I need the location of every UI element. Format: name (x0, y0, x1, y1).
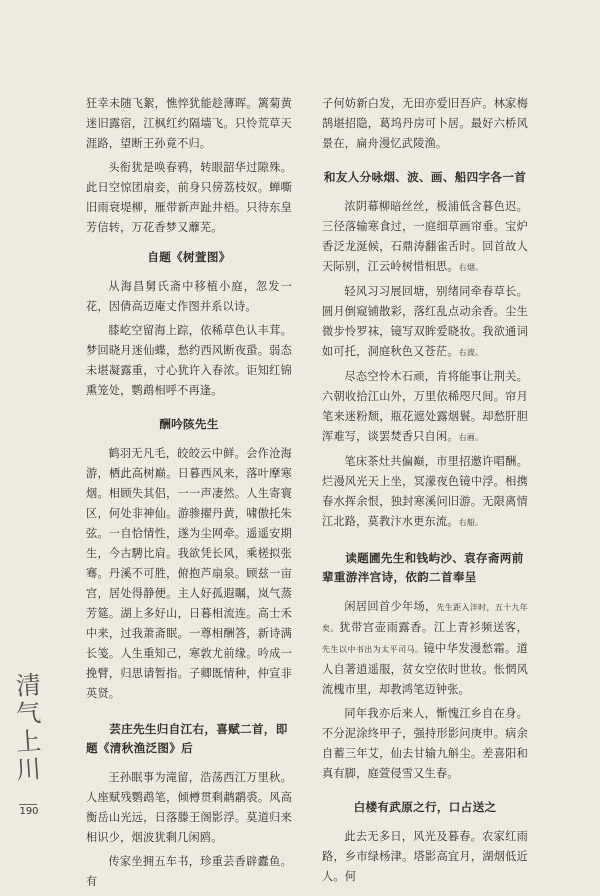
poem-text (322, 452, 528, 533)
seal-char: 清 (15, 670, 43, 701)
poem-note: 先生以中书出为太平司马。 (322, 645, 424, 654)
poem-text (322, 367, 528, 448)
left-column (86, 94, 292, 896)
poem-note: 右波。 (458, 348, 484, 357)
seal-char: 上 (15, 726, 43, 757)
poem-text: 狂幸未随飞絮，憔悴犹能趁薄晖。篱菊黄迷旧露宿，江枫红约隔墙飞。只怜荒草天涯路，望断王孙竟不归。 (86, 97, 292, 150)
poem-note: 右船。 (458, 518, 484, 527)
seal-char: 气 (15, 698, 43, 729)
page-number-rule (19, 804, 37, 805)
poem-preface: 从海昌舅氏斋中移植小庭，忽发一花，因倩高迈庵丈作图并系以诗。 (86, 280, 292, 313)
poem-line: 犹带宫壶雨露香。江上青衫频送客， (339, 621, 529, 634)
poem-text: 此去无多日，风光及暮春。农家红雨路，乡市绿杨津。塔影高宜月，湖烟低近人。何 (322, 830, 528, 883)
poem-title: 读题圃先生和钱屿沙、袁存斋两前辈重游泮宫诗，依韵二首奉呈 (322, 551, 524, 584)
poem-note: 先生距入泮时，五十九年矣。 (322, 603, 528, 633)
right-column (322, 94, 528, 891)
page-number: 190 (19, 806, 39, 817)
poem-line: 轻风习习展回塘，别绪同牵春草长。圆月倒窥铺散彩，落红乱点动余香。尘生微步怜罗袜，镜写双眸爱晓妆。我欲通词如可托，洞庭秋色又苍茫。 (322, 285, 528, 358)
poem-line: 镜中华发漫愁霜。道人自著逍遥服，贫女空依时世妆。怅惘风流槐市里，却教鸿笔迈钟张。 (322, 642, 528, 696)
poem-title: 自题《树萱图》 (147, 250, 231, 264)
poem-text: 膝屹空留海上踪，依稀草色认丰茸。梦回晓月迷仙蝶，愁约西风断夜蛩。弱态未堪凝露重，寸心犹许入春浓。讵知红锦熏笼处，鹦鹉相呼不再逢。 (86, 324, 292, 397)
poem-text: 头衔犹是唤春鸦，转眼韶华过隙殊。此日空惊团扇妾，前身只傍荔枝奴。蝉嘶旧雨衰堤柳，雁带新声趾井梧。只待东皇芳信转，万花香梦又蘼芜。 (86, 161, 292, 234)
poem-text: 鹤羽无凡毛，皎皎云中鲜。会作沧海游，栖此高树巅。日暮西风来，落叶摩寒烟。相顾失其侣，一一声凄然。人生寄寰区，何处非神仙。游骖擢丹黄，啸傲托朱弦。一自恰情性，遂为尘网牵。遥遥安期生，今古騁比肩。我欲凭长风，乘槎拟张骞。丹溪不可胜，俯抱芦扇泉。顾兹一亩宫，居处得静便。主人好孤遐瞩，岚气蒸芳筵。湖上多好山，日暮相流连。高士禾中来，过我萧斋眠。一尊相酬答，新诗满长笺。人生重知己，寒敦尤前缘。吟成一挽臂，归思请暂指。子卿既情种，仲宣非英贤。 (86, 447, 292, 700)
poem-text: 子何妨新白发，无田亦爱旧吾庐。林家梅鹄堪招隐，葛坞丹房可卜居。最好六桥风景在，扁舟漫忆武陵渔。 (322, 97, 528, 150)
poem-title: 酬吟陔先生 (159, 417, 219, 431)
poem-title: 白楼有武原之行，口占送之 (353, 800, 497, 814)
poem-line: 闲居回首少年场， (344, 600, 437, 613)
poem-text (322, 282, 528, 363)
poem-text: 同年我亦后来人，惭愧江乡自在身。不分泥涂终甲子，强持形影问庚申。病余自蓄三年艾，仙去甘输九斛尘。差喜阳和真有脚，庭萱侵雪又生春。 (322, 707, 528, 780)
poem-text: 王孙眠事为滝留，浩荡西江万里秋。人座赋残鹦鹉笔，倾樽贯剩鹔鹴裘。风高衡岳山光远，日落滕王阁影浮。莫道归来相识少，烟波犹剩几闲鸥。 (86, 771, 292, 844)
poem-line: 笔床茶灶共偏巅，市里招邀许唱酬。烂漫风光天上坐，冥濛夜色镜中浮。相携春水挥余恨，独封寒溪问旧游。无限离情江北路，莫教汴水更东流。 (322, 455, 528, 528)
poem-note: 右画。 (458, 433, 484, 442)
poem-title: 和友人分咏烟、波、画、船四字各一首 (323, 170, 527, 184)
poem-title: 芸庄先生归自江右，喜赋二首，即题《清秋渔泛图》后 (86, 722, 288, 755)
calligraphy-seal (14, 672, 44, 790)
poem-line: 尽态空怜木石顽，肯将能事让荆关。六朝收拾江山外，万里依稀咫尺间。帘月笔来迷粉颓，瓶花遮处露烟鬟。却愁肝胆浑难写，谈罢焚香只自闲。 (322, 370, 528, 443)
poem-text (322, 597, 528, 700)
poem-note: 右烟。 (458, 263, 484, 272)
poem-text (322, 197, 528, 278)
seal-char: 川 (15, 754, 43, 785)
poem-line: 浓阴幕柳暗丝丝，极浦低含暮色迟。三径落输寒食过，一庭细草画帘垂。宝炉香泛龙涎候，石鼎涛翻雀舌时。回首故人天际别，江云岭树惜相思。 (322, 200, 528, 273)
poem-text: 传家坐拥五车书，珍重芸香辟蠹鱼。有 (86, 855, 292, 888)
